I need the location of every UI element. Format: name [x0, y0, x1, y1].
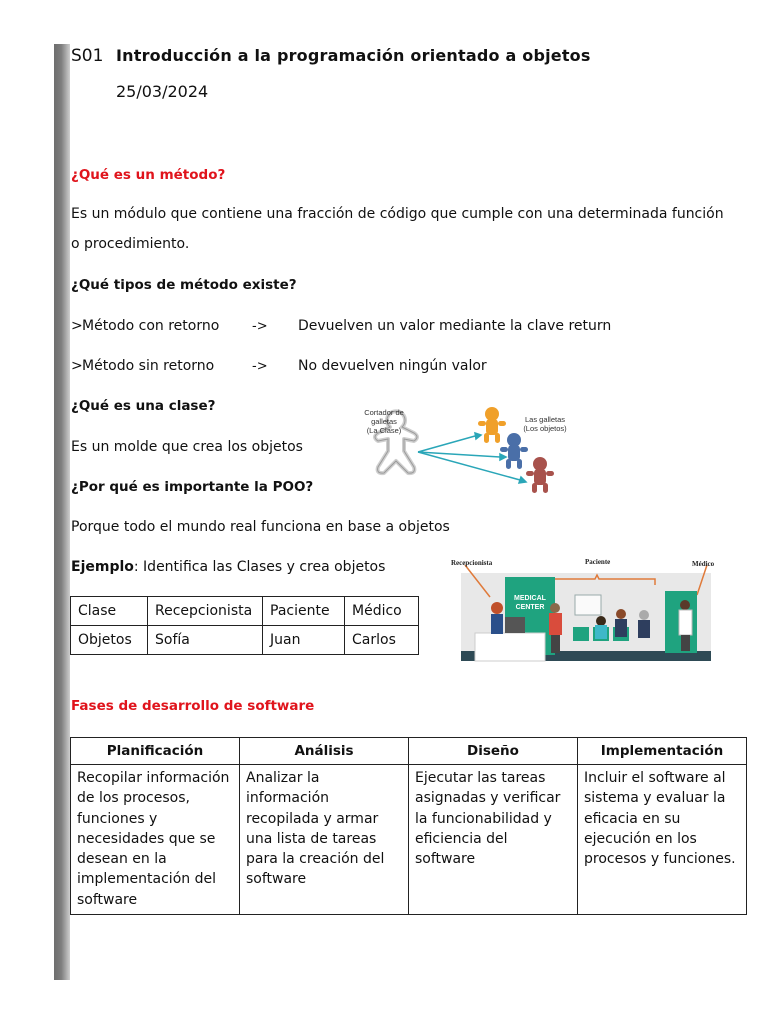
phase-description-planificacion: Recopilar información de los procesos, funciones y necesidades que se desean en la implementación del software: [71, 765, 240, 915]
phase-header-implementacion: Implementación: [578, 738, 747, 765]
medical-center-illustration: [445, 555, 720, 665]
label-paciente: Paciente: [585, 558, 611, 566]
heading-que-es-clase: ¿Qué es una clase?: [71, 398, 216, 414]
phase-header-diseno: Diseño: [409, 738, 578, 765]
cookie-cutter-illustration: [350, 402, 580, 502]
phase-header-analisis: Análisis: [240, 738, 409, 765]
label-medico: Médico: [692, 560, 715, 568]
medical-scene-icon: [445, 555, 720, 665]
metodo-definition-line2: o procedimiento.: [71, 236, 190, 252]
table-cell: Clase: [71, 597, 148, 626]
table-row: [71, 597, 419, 626]
label-recepcionista: Recepcionista: [451, 559, 493, 567]
page-title: Introducción a la programación orientado a objetos: [116, 46, 591, 65]
svg-text:MEDICAL: MEDICAL: [514, 595, 546, 602]
page-margin-bar: [54, 44, 70, 980]
ejemplo-label: Ejemplo: [71, 559, 134, 575]
software-phases-table: [70, 737, 747, 915]
phase-header-planificacion: Planificación: [71, 738, 240, 765]
table-row: [71, 765, 747, 915]
table-cell: Juan: [263, 626, 345, 655]
phase-description-analisis: Analizar la información recopilada y armar una lista de tareas para la creación del software: [240, 765, 409, 915]
metodo-type-desc: No devuelven ningún valor: [298, 358, 487, 374]
metodo-type-name: Método con retorno: [82, 318, 220, 334]
table-header-row: [71, 738, 747, 765]
clase-definition: Es un molde que crea los objetos: [71, 439, 303, 455]
arrow-icon: ->: [252, 319, 268, 334]
table-cell: Objetos: [71, 626, 148, 655]
metodo-type-name: Método sin retorno: [82, 358, 215, 374]
table-cell: Paciente: [263, 597, 345, 626]
ejemplo-text: : Identifica las Clases y crea objetos: [133, 559, 386, 575]
ejemplo-line: [71, 559, 385, 575]
metodo-type-desc: Devuelven un valor mediante la clave return: [298, 318, 612, 334]
cookie-label-right: Las galletas (Los objetos): [523, 415, 567, 433]
cookie-label-left: Cortador de galletas (La Clase): [364, 408, 404, 435]
table-row: [71, 626, 419, 655]
arrow-icon: ->: [252, 359, 268, 374]
heading-fases-desarrollo: Fases de desarrollo de software: [71, 698, 315, 714]
phase-description-implementacion: Incluir el software al sistema y evaluar la eficacia en su ejecución en los procesos y funciones.: [578, 765, 747, 915]
heading-que-es-metodo: ¿Qué es un método?: [71, 167, 226, 183]
phase-description-diseno: Ejecutar las tareas asignadas y verificar la funcionabilidad y eficiencia del software: [409, 765, 578, 915]
table-cell: Médico: [345, 597, 419, 626]
svg-text:CENTER: CENTER: [515, 604, 545, 611]
example-classes-table: [70, 596, 419, 655]
bullet-icon: >: [71, 318, 83, 334]
poo-importance-text: Porque todo el mundo real funciona en base a objetos: [71, 519, 450, 535]
table-cell: Recepcionista: [148, 597, 263, 626]
metodo-definition-line1: Es un módulo que contiene una fracción de código que cumple con una determinada función: [71, 206, 724, 222]
table-cell: Carlos: [345, 626, 419, 655]
heading-importancia-poo: ¿Por qué es importante la POO?: [71, 479, 314, 495]
session-code: S01: [71, 46, 104, 66]
bullet-icon: >: [71, 358, 83, 374]
table-cell: Sofía: [148, 626, 263, 655]
heading-tipos-metodo: ¿Qué tipos de método existe?: [71, 277, 297, 293]
page-date: 25/03/2024: [116, 82, 209, 101]
